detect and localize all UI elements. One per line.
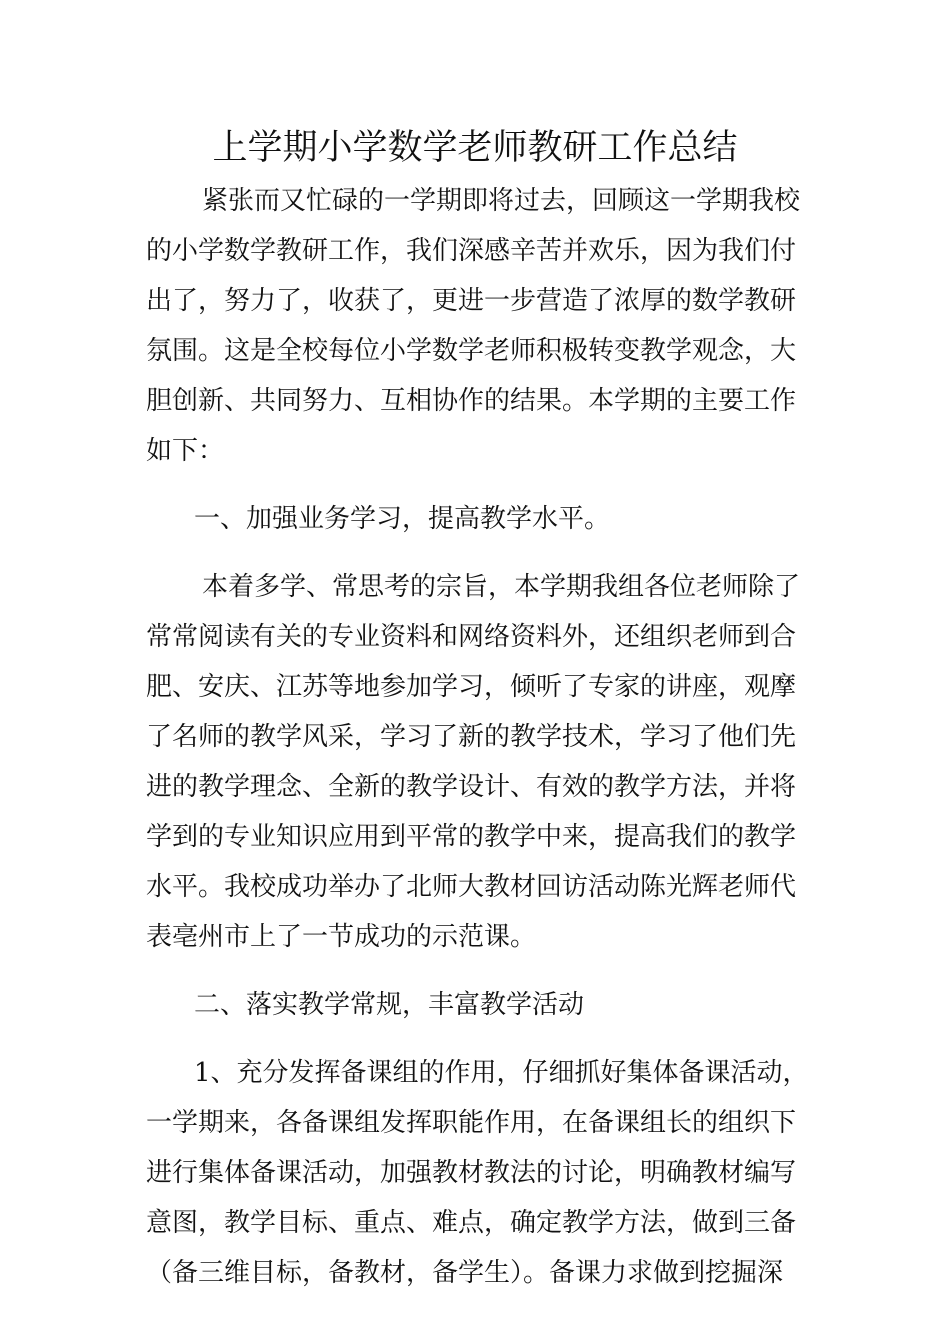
text-line: 常常阅读有关的专业资料和网络资料外，还组织老师到合 xyxy=(146,622,797,652)
text-line: 如下： xyxy=(146,436,225,466)
text-line: 肥、安庆、江苏等地参加学习，倾听了专家的讲座，观摩 xyxy=(146,672,797,702)
text-line: 一学期来，各备课组发挥职能作用，在备课组长的组织下 xyxy=(146,1108,797,1138)
text-line: 了名师的教学风采，学习了新的教学技术，学习了他们先 xyxy=(146,722,797,752)
text-line: 本着多学、常思考的宗旨，本学期我组各位老师除了 xyxy=(202,572,801,602)
section-heading: 一、加强业务学习，提高教学水平。 xyxy=(194,504,611,534)
text-line: 进行集体备课活动，加强教材教法的讨论，明确教材编写 xyxy=(146,1158,797,1188)
section-heading: 二、落实教学常规，丰富教学活动 xyxy=(194,990,585,1020)
document-body xyxy=(146,176,810,1298)
text-line: 出了，努力了，收获了，更进一步营造了浓厚的数学教研 xyxy=(146,286,797,316)
document-title: 上学期小学数学老师教研工作总结 xyxy=(212,128,738,168)
text-line: 进的教学理念、全新的教学设计、有效的教学方法，并将 xyxy=(146,772,797,802)
text-line: 水平。我校成功举办了北师大教材回访活动陈光辉老师代 xyxy=(146,872,797,902)
text-line: 学到的专业知识应用到平常的教学中来，提高我们的教学 xyxy=(146,822,797,852)
text-line: 表亳州市上了一节成功的示范课。 xyxy=(146,922,537,952)
text-line: 的小学数学教研工作，我们深感辛苦并欢乐，因为我们付 xyxy=(146,236,797,266)
text-line: 氛围。这是全校每位小学数学老师积极转变教学观念，大 xyxy=(146,336,797,366)
text-line: 意图，教学目标、重点、难点，确定教学方法，做到三备 xyxy=(146,1208,797,1238)
text-line: （备三维目标，备教材，备学生）。备课力求做到挖掘深 xyxy=(146,1258,784,1288)
text-line: 1、充分发挥备课组的作用，仔细抓好集体备课活动， xyxy=(194,1058,809,1088)
text-line: 紧张而又忙碌的一学期即将过去，回顾这一学期我校 xyxy=(202,186,801,216)
text-line: 胆创新、共同努力、互相协作的结果。本学期的主要工作 xyxy=(146,386,797,416)
